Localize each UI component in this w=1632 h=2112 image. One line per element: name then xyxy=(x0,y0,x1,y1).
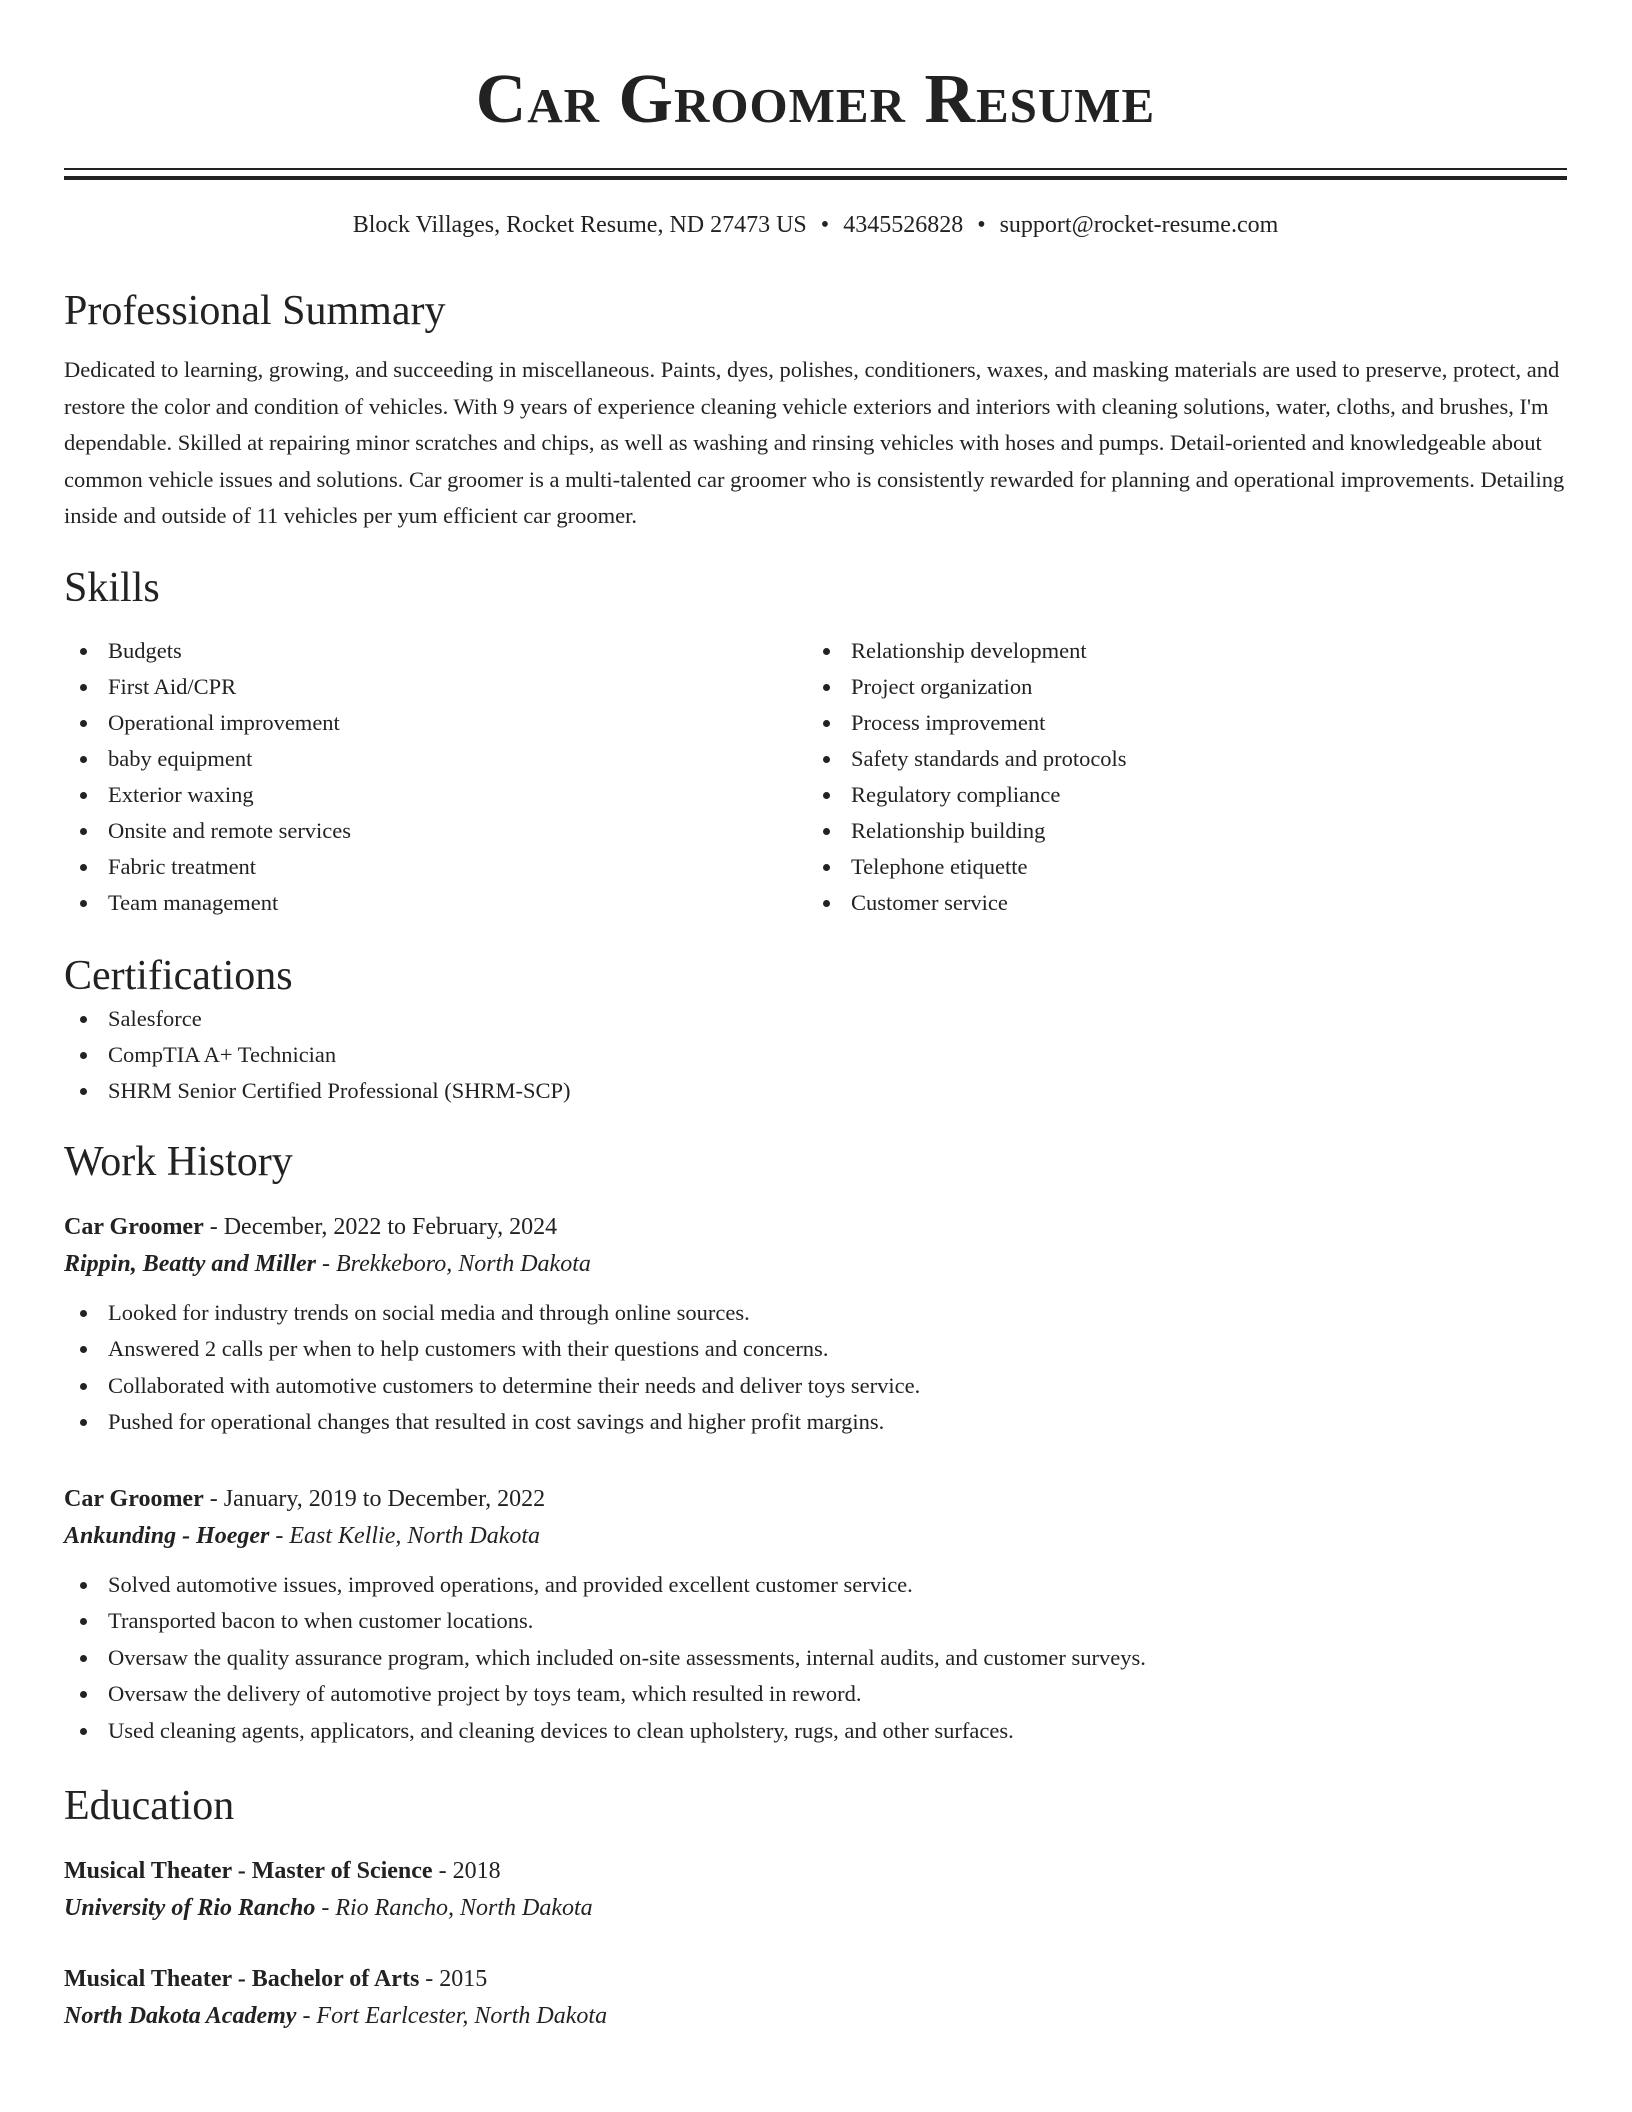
title-divider xyxy=(64,168,1567,180)
skill-item: First Aid/CPR xyxy=(64,669,807,705)
job-duty: Answered 2 calls per when to help customers with their questions and concerns. xyxy=(64,1331,1567,1368)
job-dates: - December, 2022 to February, 2024 xyxy=(203,1213,558,1240)
certification-item: SHRM Senior Certified Professional (SHRM-SCP) xyxy=(64,1073,1567,1109)
job-entry xyxy=(64,1481,1567,1750)
work-history-heading: Work History xyxy=(64,1138,293,1185)
school-line xyxy=(64,1997,1567,2035)
certification-item: CompTIA A+ Technician xyxy=(64,1037,1567,1073)
skills-heading: Skills xyxy=(64,564,160,611)
job-title-line xyxy=(64,1209,1567,1245)
skill-item: Telephone etiquette xyxy=(807,849,1550,885)
job-duties-list xyxy=(64,1567,1567,1750)
skill-item: Onsite and remote services xyxy=(64,813,807,849)
certifications-list xyxy=(64,1001,1567,1109)
skills-right-column xyxy=(807,633,1550,921)
degree-year: - 2015 xyxy=(419,1966,488,1992)
contact-phone: 4345526828 xyxy=(843,212,964,238)
skill-item: Team management xyxy=(64,885,807,921)
job-duty: Pushed for operational changes that resulted in cost savings and higher profit margins. xyxy=(64,1404,1567,1441)
certification-item: Salesforce xyxy=(64,1001,1567,1037)
education-entry xyxy=(64,1853,1567,1927)
skill-item: Budgets xyxy=(64,633,807,669)
degree: Musical Theater - Master of Science xyxy=(64,1858,433,1884)
school-name: North Dakota Academy xyxy=(64,2003,297,2029)
job-dates: - January, 2019 to December, 2022 xyxy=(203,1485,546,1512)
resume-title: Car Groomer Resume xyxy=(475,61,1156,138)
skills-left-list xyxy=(64,633,807,921)
job-duty: Solved automotive issues, improved operations, and provided excellent customer service. xyxy=(64,1567,1567,1604)
resume-page xyxy=(64,0,1567,2035)
job-duty: Collaborated with automotive customers to determine their needs and deliver toys service. xyxy=(64,1368,1567,1405)
skill-item: baby equipment xyxy=(64,741,807,777)
skill-item: Safety standards and protocols xyxy=(807,741,1550,777)
job-title-line xyxy=(64,1481,1567,1517)
job-duty: Looked for industry trends on social media and through online sources. xyxy=(64,1295,1567,1332)
skill-item: Process improvement xyxy=(807,705,1550,741)
education-heading: Education xyxy=(64,1783,235,1829)
skill-item: Project organization xyxy=(807,669,1550,705)
job-duty: Oversaw the delivery of automotive project by toys team, which resulted in reword. xyxy=(64,1676,1567,1713)
job-duty: Used cleaning agents, applicators, and cleaning devices to clean upholstery, rugs, and other surfaces. xyxy=(64,1713,1567,1750)
summary-heading: Professional Summary xyxy=(64,288,446,334)
job-entry xyxy=(64,1209,1567,1441)
skills-left-column xyxy=(64,633,807,921)
skill-item: Exterior waxing xyxy=(64,777,807,813)
school-location: - Fort Earlcester, North Dakota xyxy=(296,2003,608,2029)
skill-item: Fabric treatment xyxy=(64,849,807,885)
skills-right-list xyxy=(807,633,1550,921)
contact-address: Block Villages, Rocket Resume, ND 27473 US xyxy=(352,212,807,238)
skill-item: Customer service xyxy=(807,885,1550,921)
skill-item: Relationship development xyxy=(807,633,1550,669)
job-title: Car Groomer xyxy=(64,1485,204,1512)
job-title: Car Groomer xyxy=(64,1213,204,1240)
skill-item: Operational improvement xyxy=(64,705,807,741)
school-location: - Rio Rancho, North Dakota xyxy=(315,1895,593,1921)
contact-line xyxy=(64,210,1567,240)
job-company-line xyxy=(64,1517,1567,1555)
job-duty: Transported bacon to when customer locations. xyxy=(64,1603,1567,1640)
skills-grid xyxy=(64,633,1567,921)
school-line xyxy=(64,1889,1567,1927)
school-name: University of Rio Rancho xyxy=(64,1895,316,1921)
job-location: - East Kellie, North Dakota xyxy=(269,1522,541,1549)
summary-text: Dedicated to learning, growing, and succeeding in miscellaneous. Paints, dyes, polishes, conditioners, waxes, and masking materials are used to preserve, protect, and restore the color and condition of vehicles. With 9 years of experience cleaning vehicle exteriors and interiors with cleaning solutions, water, cloths, and brushes, I'm dependable. Skilled at repairing minor scratches and chips, as well as washing and rinsing vehicles with hoses and pumps. Detail-oriented and knowledgeable about common vehicle issues and solutions. Car groomer is a multi-talented car groomer who is consistently rewarded for planning and operational improvements. Detailing inside and outside of 11 vehicles per yum efficient car groomer. xyxy=(64,357,1565,528)
degree: Musical Theater - Bachelor of Arts xyxy=(64,1966,420,1992)
degree-line xyxy=(64,1961,1567,1997)
job-company-line xyxy=(64,1245,1567,1283)
contact-separator: • xyxy=(977,212,986,238)
contact-email: support@rocket-resume.com xyxy=(999,212,1279,238)
job-duty: Oversaw the quality assurance program, which included on-site assessments, internal audits, and customer surveys. xyxy=(64,1640,1567,1677)
job-company: Ankunding - Hoeger xyxy=(64,1522,270,1549)
skill-item: Regulatory compliance xyxy=(807,777,1550,813)
job-location: - Brekkeboro, North Dakota xyxy=(316,1250,591,1277)
job-company: Rippin, Beatty and Miller xyxy=(64,1250,317,1277)
degree-line xyxy=(64,1853,1567,1889)
job-duties-list xyxy=(64,1295,1567,1441)
education-entry xyxy=(64,1961,1567,2035)
certifications-heading: Certifications xyxy=(64,952,293,999)
contact-separator: • xyxy=(820,212,830,238)
skill-item: Relationship building xyxy=(807,813,1550,849)
degree-year: - 2018 xyxy=(432,1858,501,1884)
